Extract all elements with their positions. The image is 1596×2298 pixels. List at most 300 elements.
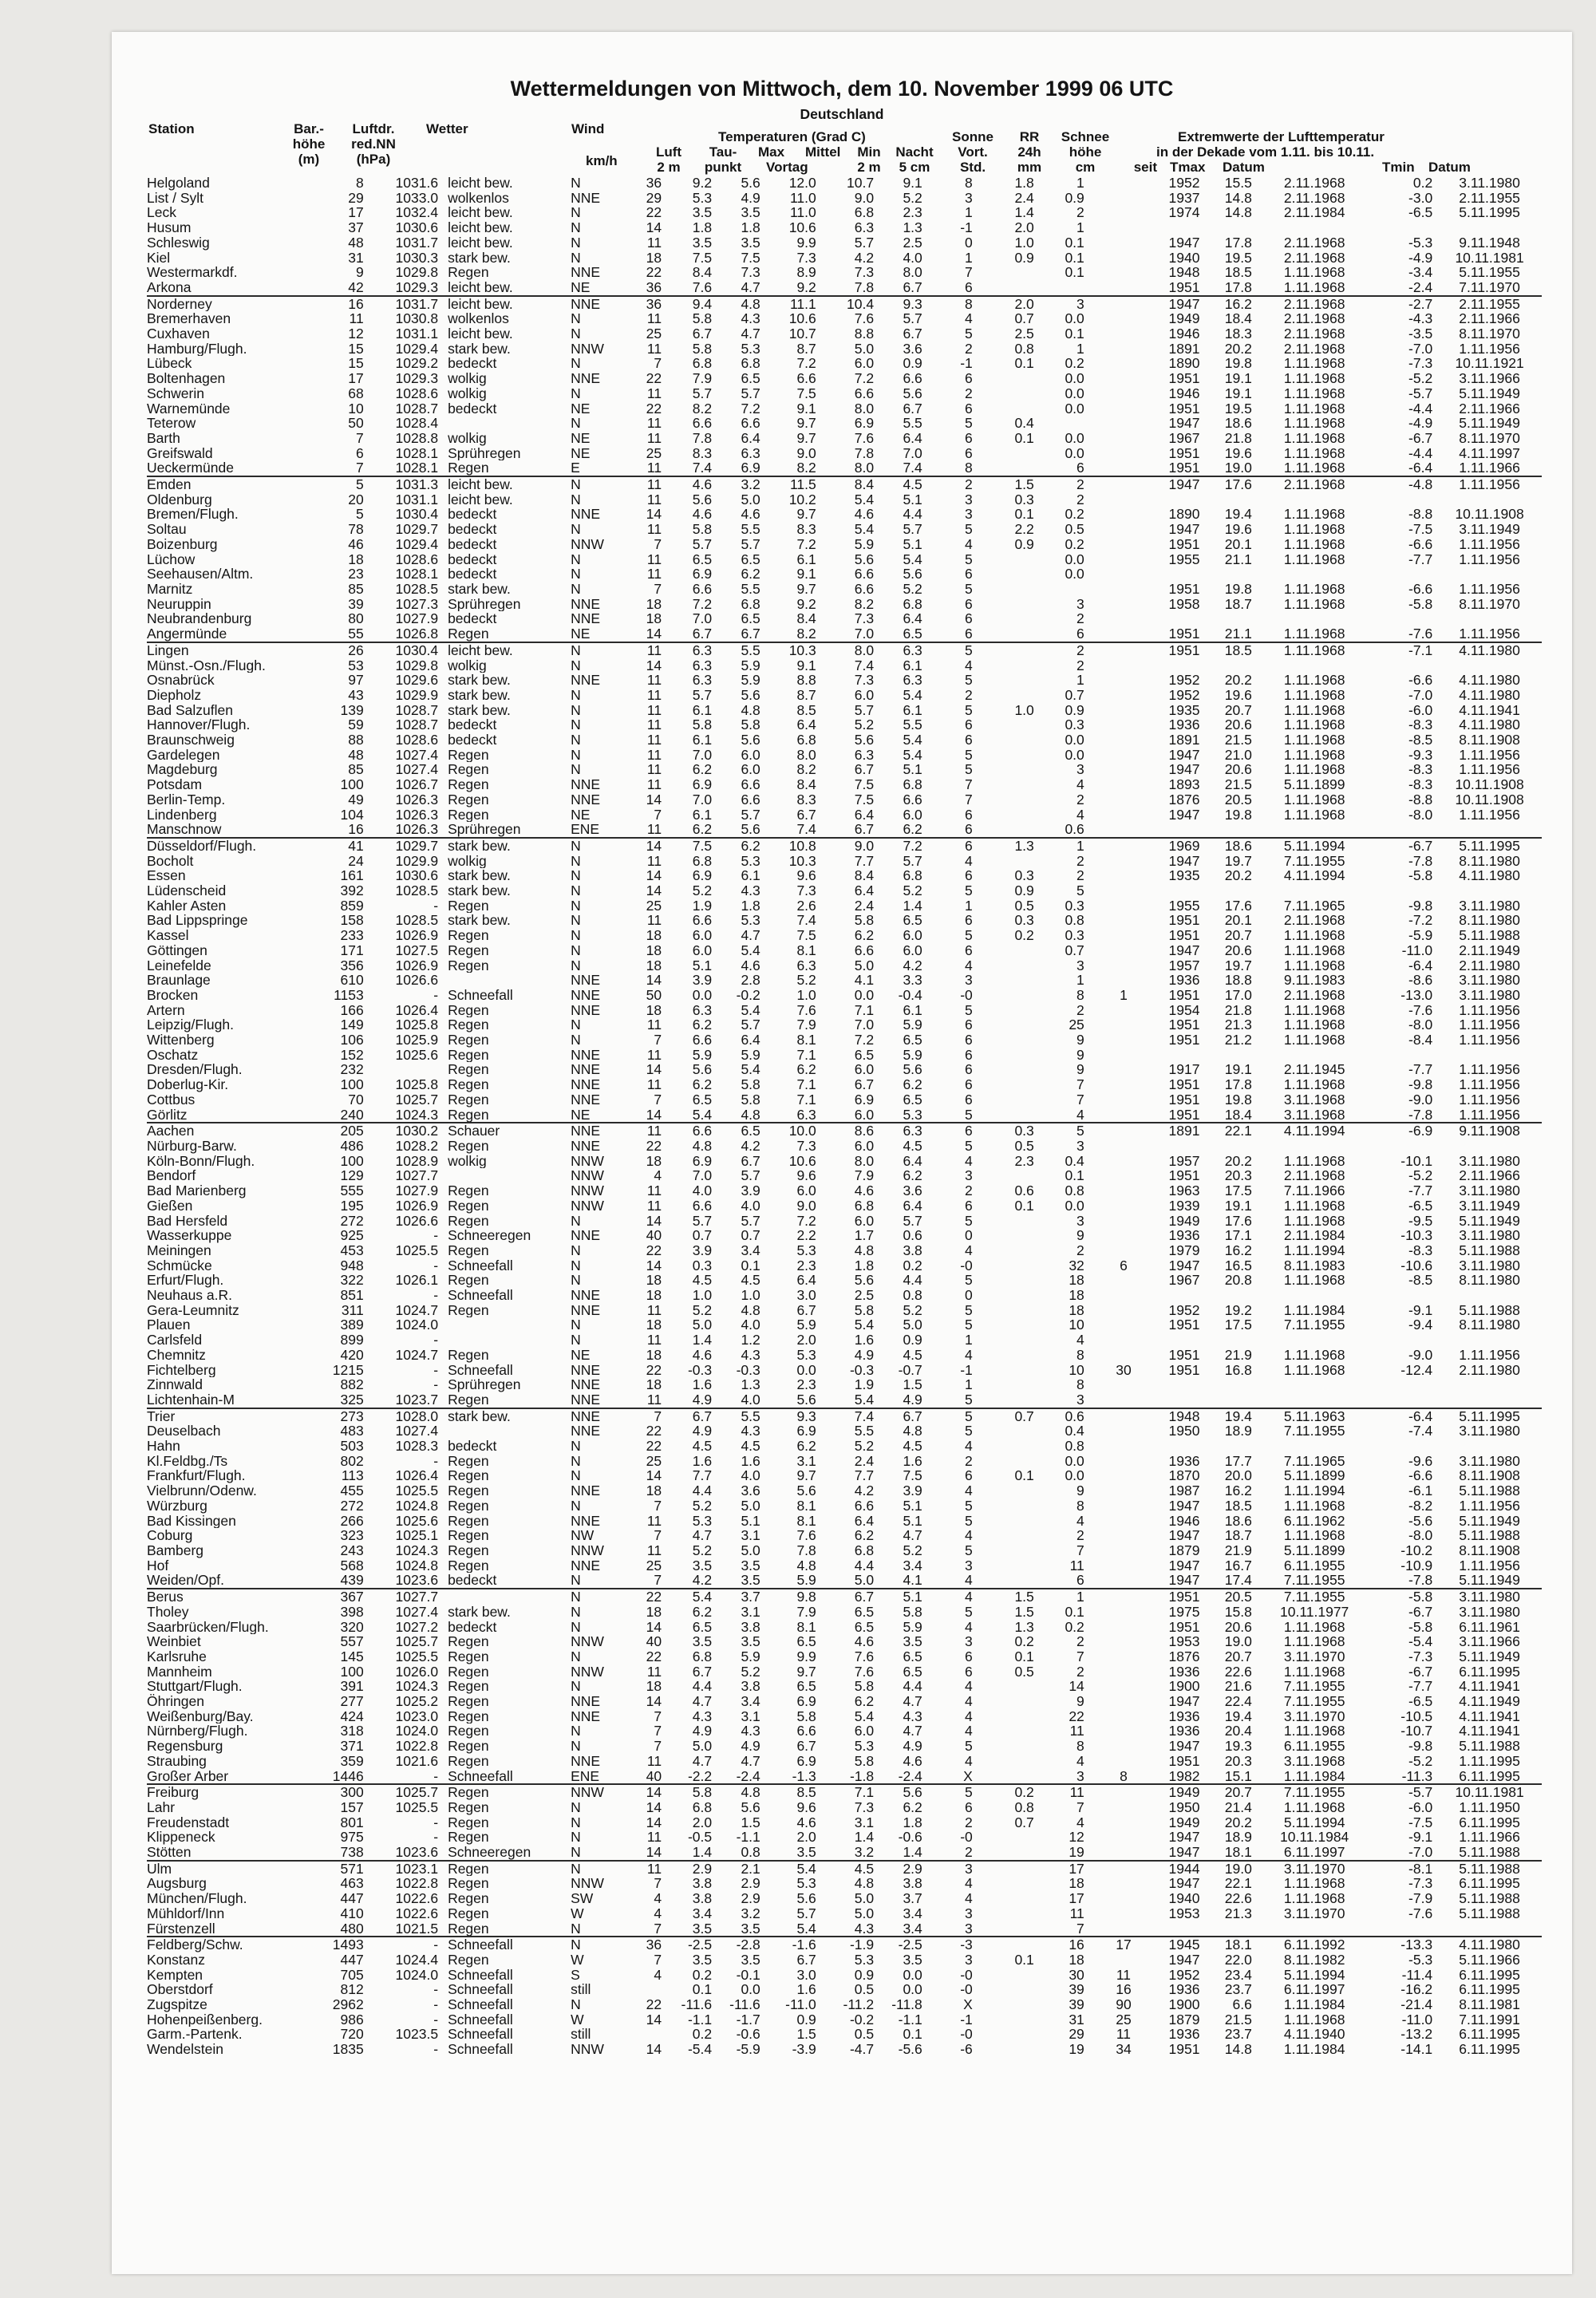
sunshine (978, 371, 1039, 386)
temp-mean: 6.0 (854, 1213, 875, 1229)
record-tmin-date: 5.11.1988 (1459, 1739, 1520, 1754)
record-tmin: -7.8 (1408, 1573, 1433, 1589)
sunshine: 2.3 (1014, 1153, 1034, 1169)
precipitation: 6 (1077, 626, 1084, 642)
precipitation: 18 (1069, 1876, 1084, 1892)
pressure: 1028.1 (395, 460, 439, 476)
precipitation: 1 (1039, 838, 1089, 854)
record-tmin: -8.0 (1408, 1017, 1433, 1033)
wind-speed: 22 (646, 265, 662, 280)
weather: bedeckt (448, 551, 497, 567)
temp-max: 8.2 (796, 626, 816, 642)
table-row (147, 522, 1542, 537)
wind-speed: 11 (646, 762, 662, 778)
temp-max: 8.2 (796, 460, 816, 476)
pressure: 1030.6 (395, 868, 439, 884)
station-name: Bocholt (147, 853, 194, 869)
sunshine (978, 582, 1039, 597)
barometer-height: 68 (348, 385, 364, 401)
temp-night: 5 (965, 1513, 973, 1529)
temp-max: 10.3 (788, 853, 816, 869)
pressure: 1026.0 (395, 1664, 439, 1680)
precipitation: 0.1 (1065, 1604, 1084, 1620)
temp-mean: 7.3 (854, 611, 875, 627)
sunshine (978, 1830, 1039, 1845)
wind-speed: 11 (646, 1302, 662, 1318)
record-tmax (1204, 1139, 1256, 1154)
temp-night: 5 (965, 1317, 973, 1333)
record-tmax-date: 1.11.1968 (1283, 416, 1345, 431)
station-name: Cuxhaven (147, 326, 210, 342)
wind-speed: 4 (654, 1905, 662, 1921)
sunshine (978, 1077, 1039, 1092)
temp-air: 8.3 (692, 445, 713, 461)
station-name: Köln-Bonn/Flugh. (147, 1153, 255, 1169)
record-tmin-date: 3.11.1980 (1459, 1183, 1520, 1198)
snow-depth: 11 (1116, 1967, 1132, 1983)
weather: Schauer (443, 1123, 566, 1139)
pressure: 1026.4 (395, 1002, 439, 1018)
barometer-height: 266 (340, 1513, 364, 1529)
record-tmax-date: 1.11.1968 (1283, 1724, 1345, 1739)
snow-depth (1089, 460, 1158, 476)
dew-point: 5.8 (741, 717, 760, 733)
record-tmin: -7.6 (1408, 1002, 1433, 1018)
temp-air: 7.2 (692, 596, 713, 612)
table-row (147, 777, 1542, 792)
record-since: 1947 (1168, 1258, 1200, 1273)
temp-air: 6.2 (692, 762, 713, 778)
barometer-height: 5 (302, 476, 369, 492)
dew-point: 6.8 (741, 356, 760, 372)
record-tmax: 19.1 (1224, 371, 1252, 386)
temp-min: 6.7 (879, 1408, 927, 1424)
table-row (147, 507, 1542, 522)
pressure: - (433, 1453, 439, 1469)
dew-point: 6.6 (741, 777, 760, 792)
wind-speed: 18 (646, 942, 662, 958)
temp-air: 6.3 (666, 642, 717, 658)
temp-min: 6.8 (903, 868, 922, 884)
precipitation: 6 (1077, 460, 1084, 476)
temp-mean: 6.0 (854, 1724, 875, 1739)
record-tmin-date: 3.11.1980 (1459, 1604, 1520, 1620)
temp-max: 7.3 (796, 250, 816, 266)
sunshine (978, 1514, 1039, 1529)
temp-mean: 5.8 (854, 1302, 875, 1318)
table-row (147, 1605, 1542, 1620)
dew-point: 5.2 (741, 1664, 760, 1680)
header-tmax: Tmax (1170, 160, 1206, 175)
temp-mean: 4.4 (854, 1558, 875, 1573)
dew-point: 5.7 (741, 807, 760, 823)
record-tmax-date: 1.11.1968 (1283, 1017, 1345, 1033)
record-tmin-date: 3.11.1966 (1459, 1634, 1520, 1649)
precipitation: 11 (1039, 1784, 1089, 1800)
table-row (147, 446, 1542, 461)
snow-depth (1089, 1048, 1158, 1063)
station-name: Nürnberg/Flugh. (147, 1724, 248, 1739)
precipitation: 4 (1077, 1814, 1084, 1830)
record-tmax: 16.2 (1224, 1483, 1252, 1498)
record-tmin: -6.7 (1373, 838, 1438, 854)
weather: Regen (448, 1739, 489, 1754)
barometer-height: 149 (340, 1017, 364, 1033)
sunshine (978, 386, 1039, 401)
wind-speed: 11 (646, 822, 662, 838)
pressure: 1021.6 (395, 1753, 439, 1769)
wind-direction: NNE (566, 1123, 618, 1139)
temp-air: 5.6 (692, 1062, 713, 1078)
dew-point: 4.0 (741, 1317, 760, 1333)
temp-air: 6.2 (692, 1077, 713, 1092)
temp-max: 9.2 (796, 596, 816, 612)
temp-air: 4.9 (692, 1423, 713, 1439)
table-row (147, 1017, 1542, 1033)
wind-speed: 14 (646, 1213, 662, 1229)
record-since: 1947 (1168, 1876, 1200, 1892)
temp-max: 8.1 (796, 942, 816, 958)
record-tmax-date: 10.11.1984 (1280, 1830, 1349, 1846)
temp-mean: 7.3 (854, 1799, 875, 1815)
wind-speed: 14 (646, 1619, 662, 1635)
temp-mean: 6.4 (854, 1513, 875, 1529)
pressure: - (433, 1768, 439, 1784)
record-tmax (1204, 1439, 1256, 1454)
dew-point: 6.7 (741, 1153, 760, 1169)
header-tmin: Tmin (1382, 160, 1415, 175)
station-name: Feldberg/Schw. (147, 1937, 302, 1953)
precipitation: 2 (1077, 657, 1084, 673)
record-tmax-date (1257, 1377, 1373, 1392)
record-tmax: 21.2 (1224, 1033, 1252, 1048)
wind-speed: 7 (654, 1876, 662, 1892)
station-name: Oschatz (147, 1047, 199, 1063)
temp-min: 6.6 (903, 792, 922, 807)
weather: Regen (448, 460, 489, 476)
barometer-height: 975 (340, 1830, 364, 1846)
record-tmax: 21.0 (1224, 747, 1252, 763)
temp-night: 4 (965, 311, 973, 327)
record-since: 1937 (1168, 190, 1200, 206)
wind-direction: N (571, 522, 581, 537)
temp-max: 10.3 (765, 642, 821, 658)
station-name: Boizenburg (147, 536, 218, 552)
weather: leicht bew. (448, 235, 513, 251)
station-name: Leinefelde (147, 958, 211, 973)
wind-direction: N (571, 732, 581, 748)
snow-depth (1089, 1108, 1158, 1123)
record-tmin: -21.4 (1400, 1997, 1433, 2012)
record-tmax-date: 7.11.1965 (1283, 1453, 1345, 1469)
temp-min: 3.5 (903, 1634, 922, 1649)
precipitation: 0.1 (1065, 265, 1084, 280)
record-tmin-date: 6.11.1995 (1459, 1768, 1520, 1784)
record-tmax: 19.8 (1224, 581, 1252, 597)
record-tmin-date: 5.11.1949 (1459, 1213, 1520, 1229)
dew-point: 4.7 (741, 326, 760, 342)
pressure: 1028.4 (395, 416, 439, 431)
dew-point: 5.9 (741, 657, 760, 673)
record-tmax: 18.5 (1224, 1498, 1252, 1514)
snow-depth (1089, 762, 1158, 777)
table-row (147, 1769, 1542, 1785)
dew-point: -2.8 (717, 1937, 765, 1953)
temp-night: 3 (965, 1921, 973, 1937)
barometer-height: 42 (348, 279, 364, 295)
dew-point: 5.6 (741, 822, 760, 838)
temp-night: -0 (960, 2027, 973, 2043)
temp-air: 1.0 (692, 1288, 713, 1303)
dew-point: -0.1 (736, 1967, 760, 1983)
temp-min: -5.6 (898, 2042, 922, 2057)
record-tmin: -14.1 (1400, 2042, 1433, 2057)
pressure: 1033.0 (395, 190, 439, 206)
record-tmin: -5.7 (1373, 1784, 1438, 1800)
table-row (147, 1408, 1542, 1424)
temp-min: 1.4 (903, 1845, 922, 1861)
wind-direction: NNE (571, 1513, 601, 1529)
record-since: 1949 (1158, 1784, 1204, 1800)
temp-max: 7.6 (796, 1528, 816, 1543)
station-name: Norderney (147, 296, 302, 312)
wind-direction: NNE (571, 611, 601, 627)
weather: Regen (448, 1876, 489, 1892)
weather: wolkig (448, 1153, 487, 1169)
record-tmax-date: 7.11.1955 (1283, 1317, 1345, 1333)
wind-speed: 25 (646, 1453, 662, 1469)
station-name: Bad Kissingen (147, 1513, 236, 1529)
temp-mean: 7.6 (854, 430, 875, 446)
record-tmax: 20.8 (1224, 1273, 1252, 1289)
precipitation: 7 (1077, 1092, 1084, 1108)
temp-night: 5 (927, 1408, 978, 1424)
barometer-height: 325 (340, 1392, 364, 1408)
temp-max: 8.2 (796, 762, 816, 778)
record-since: 1975 (1168, 1604, 1200, 1620)
temp-air: 5.3 (692, 190, 713, 206)
temp-min: 7.5 (903, 1468, 922, 1484)
wind-speed: 11 (646, 551, 662, 567)
wind-speed: 7 (654, 1739, 662, 1754)
temp-air: 4.9 (692, 1392, 713, 1408)
record-tmax-date: 1.11.1968 (1283, 536, 1345, 552)
record-tmax-date: 2.11.1968 (1283, 987, 1345, 1003)
wind-speed: 11 (646, 430, 662, 446)
temp-mean: 7.0 (854, 1017, 875, 1033)
record-tmin: -5.2 (1408, 1168, 1433, 1184)
dew-point: 4.0 (741, 1392, 760, 1408)
temp-max: 6.0 (796, 1183, 816, 1198)
record-since (1158, 567, 1204, 582)
record-since: 1893 (1168, 777, 1200, 792)
temp-mean: 7.2 (854, 371, 875, 386)
temp-night: 4 (965, 657, 973, 673)
precipitation: 0.8 (1065, 913, 1084, 929)
temp-air: 5.9 (692, 1047, 713, 1063)
temp-max: 10.6 (788, 311, 816, 327)
precipitation: 1 (1077, 341, 1084, 357)
dew-point: 6.0 (741, 747, 760, 763)
record-tmin-date: 3.11.1980 (1459, 1153, 1520, 1169)
station-name: Saarbrücken/Flugh. (147, 1619, 269, 1635)
temp-mean: 7.9 (854, 1168, 875, 1184)
record-tmin-date: 5.11.1949 (1459, 1513, 1520, 1529)
temp-min: 6.7 (903, 279, 922, 295)
pressure: 1027.9 (395, 611, 439, 627)
wind-direction: NW (571, 1528, 595, 1543)
pressure: 1031.3 (369, 476, 443, 492)
pressure: 1028.1 (395, 567, 439, 582)
table-row (147, 1968, 1542, 1983)
wind-direction: NNE (571, 1694, 601, 1709)
record-tmin: -5.2 (1408, 371, 1433, 386)
temp-night: -1 (960, 220, 973, 235)
temp-min: 3.6 (903, 1183, 922, 1198)
snow-depth: 8 (1120, 1768, 1128, 1784)
temp-max: 7.4 (796, 913, 816, 929)
wind-direction: N (571, 326, 581, 342)
wind-speed: 22 (646, 371, 662, 386)
temp-air: 1.4 (692, 1845, 713, 1861)
temp-air: 4.7 (692, 1694, 713, 1709)
temp-max: 7.5 (796, 385, 816, 401)
temp-max: 2.2 (796, 1228, 816, 1243)
record-since: 1951 (1168, 1092, 1200, 1108)
temp-min: 0.2 (903, 1258, 922, 1273)
temp-mean: 4.2 (854, 1483, 875, 1498)
pressure: 1030.3 (395, 250, 439, 266)
wind-speed: 7 (654, 1092, 662, 1108)
temp-max: 7.9 (796, 1017, 816, 1033)
pressure: 1026.3 (395, 822, 439, 838)
record-tmin-date: 1.11.1956 (1459, 1558, 1520, 1573)
station-name: Hof (147, 1558, 169, 1573)
pressure: 1028.5 (395, 913, 439, 929)
station-name: Lüdenscheid (147, 883, 227, 898)
temp-night: 5 (927, 1784, 978, 1800)
sunshine (978, 1483, 1039, 1498)
wind-direction: S (571, 1967, 580, 1983)
record-tmax-date (1257, 883, 1373, 898)
temp-mean: 6.4 (854, 807, 875, 823)
record-since: 1948 (1158, 1408, 1204, 1424)
pressure: 1030.4 (395, 507, 439, 523)
precipitation: 1 (1077, 673, 1084, 688)
wind-direction: N (571, 1573, 581, 1589)
sunshine (978, 1739, 1039, 1754)
record-tmin: -9.1 (1408, 1830, 1433, 1846)
weather: Regen (448, 958, 489, 973)
record-since (1158, 1439, 1204, 1454)
temp-mean: 7.3 (854, 673, 875, 688)
sunshine (978, 1062, 1039, 1077)
temp-night: 4 (965, 1694, 973, 1709)
temp-max: 6.2 (796, 1062, 816, 1078)
pressure: 1028.6 (395, 551, 439, 567)
wind-speed: 18 (646, 611, 662, 627)
station-name: Emden (147, 476, 302, 492)
precipitation: 1 (1077, 220, 1084, 235)
wind-speed: 11 (646, 1047, 662, 1063)
record-tmin: -7.0 (1408, 687, 1433, 703)
header-station: Station (148, 121, 195, 136)
wind-speed: 14 (646, 1845, 662, 1861)
table-row (147, 792, 1542, 807)
table-row (147, 1273, 1542, 1288)
record-tmin-date: 4.11.1997 (1459, 445, 1520, 461)
record-tmax-date: 2.11.1968 (1257, 476, 1373, 492)
station-name: Klippeneck (147, 1830, 215, 1846)
temp-max: 11.5 (765, 476, 821, 492)
dew-point: 3.2 (717, 476, 765, 492)
record-since: 1947 (1168, 235, 1200, 251)
temp-max: 10.8 (765, 838, 821, 854)
record-tmax: 19.0 (1224, 460, 1252, 476)
record-tmax: 17.6 (1224, 1213, 1252, 1229)
temp-night: 6 (965, 807, 973, 823)
temp-air: 6.9 (692, 777, 713, 792)
table-row (147, 626, 1542, 642)
temp-air: 4.0 (692, 1183, 713, 1198)
temp-mean: 2.4 (854, 1453, 875, 1469)
record-tmin: -5.9 (1408, 928, 1433, 943)
temp-air: 0.2 (692, 1967, 713, 1983)
record-tmin: -10.3 (1400, 1228, 1433, 1243)
record-tmin-date: 1.11.1956 (1459, 807, 1520, 823)
temp-max: 6.8 (796, 732, 816, 748)
sunshine (978, 597, 1039, 612)
record-tmin-date: 3.11.1980 (1459, 1423, 1520, 1439)
temp-night: 6 (965, 1047, 973, 1063)
temp-night: 4 (927, 1589, 978, 1605)
precipitation: 0.7 (1065, 942, 1084, 958)
temp-night: -1 (960, 1362, 973, 1378)
temp-mean: -11.2 (843, 1997, 875, 2012)
record-tmin: -8.3 (1408, 1242, 1433, 1258)
barometer-height: 1446 (332, 1768, 364, 1784)
temp-night: 3 (965, 1952, 973, 1968)
wind-speed: 11 (646, 853, 662, 869)
snow-depth (1089, 1891, 1158, 1906)
snow-depth (1089, 688, 1158, 703)
temp-max: 10.2 (788, 492, 816, 507)
record-tmax: 18.7 (1224, 1528, 1252, 1543)
pressure: 1030.6 (395, 220, 439, 235)
record-tmin-date: 3.11.1980 (1459, 1228, 1520, 1243)
table-row (147, 1033, 1542, 1048)
table-row (147, 492, 1542, 507)
snow-depth (1089, 1800, 1158, 1815)
temp-max: 6.7 (796, 1302, 816, 1318)
record-tmax-date (1257, 567, 1373, 582)
record-tmin-date: 1.11.1956 (1459, 1077, 1520, 1092)
temp-mean: 6.5 (854, 1619, 875, 1635)
station-name: Berlin-Temp. (147, 792, 226, 807)
temp-night: 2 (965, 687, 973, 703)
wind-direction: N (571, 220, 581, 235)
temp-min: 6.7 (903, 326, 922, 342)
temp-air: 7.0 (692, 747, 713, 763)
pressure: 1025.5 (395, 1242, 439, 1258)
sunshine (978, 988, 1039, 1003)
temp-night: 6 (927, 1123, 978, 1139)
weather: Schneefall (448, 1288, 513, 1303)
snow-depth (1089, 1092, 1158, 1108)
barometer-height: 2962 (332, 1997, 364, 2012)
precipitation: 0.6 (1065, 822, 1084, 838)
record-since: 1951 (1168, 401, 1200, 417)
